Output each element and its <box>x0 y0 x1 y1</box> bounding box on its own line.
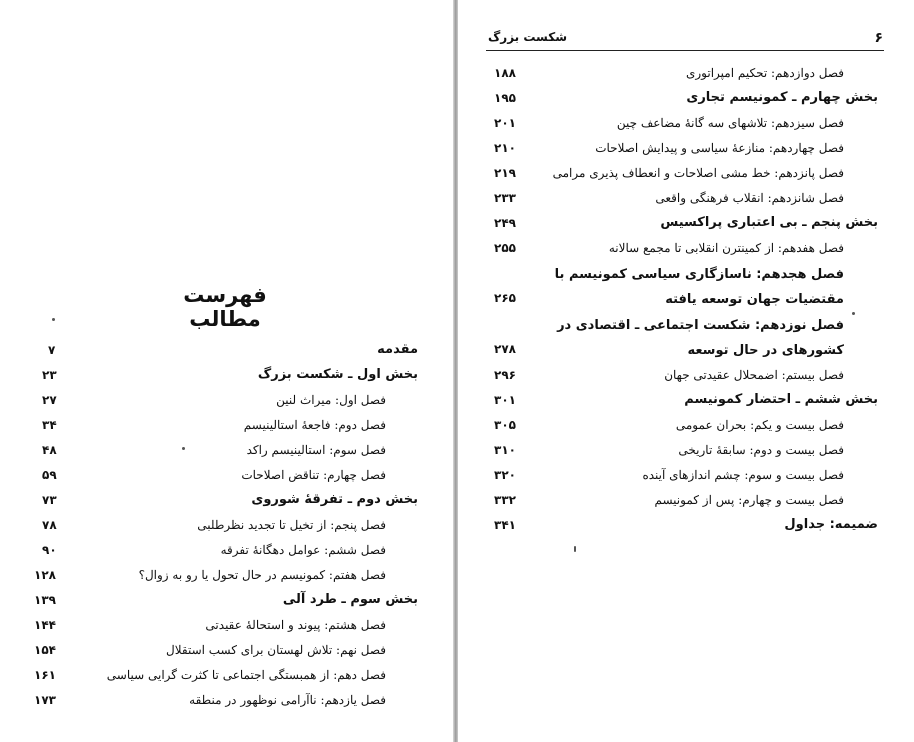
entry-page: ۲۶۵ <box>494 291 516 305</box>
entry-page: ۱۲۸ <box>34 568 56 582</box>
toc-entry <box>494 490 844 512</box>
scan-speck <box>182 447 185 450</box>
scan-speck <box>852 312 855 315</box>
toc-entry <box>42 415 386 437</box>
entry-text: فصل دهم: از همبستگی اجتماعی تا کثرت گرایی سیاسی <box>106 668 386 682</box>
toc-entry <box>42 390 386 412</box>
entry-page: ۲۱۹ <box>494 166 516 180</box>
toc-entry <box>494 365 844 387</box>
entry-text: فصل چهارم: تناقض اصلاحات <box>241 468 386 482</box>
entry-text: بخش اول ـ شکست بزرگ <box>257 367 418 382</box>
entry-page: ۲۹۶ <box>494 368 516 382</box>
toc-entry <box>34 690 386 712</box>
entry-text: فصل سوم: استالینیسم راکد <box>246 443 386 457</box>
toc-entry <box>34 640 386 662</box>
entry-page: ۲۰۱ <box>494 116 516 130</box>
entry-text: فصل ششم: عوامل دهگانهٔ تفرقه <box>220 543 386 557</box>
toc-entry <box>34 615 386 637</box>
toc-entry <box>494 213 878 235</box>
entry-text: فصل بیست و چهارم: پس از کمونیسم <box>654 493 844 507</box>
entry-page: ۴۸ <box>42 443 57 457</box>
toc-entry <box>494 138 844 160</box>
entry-page: ۳۱۰ <box>494 443 516 457</box>
entry-text: فصل اول: میراث لنین <box>276 393 386 407</box>
entry-page: ۳۰۵ <box>494 418 516 432</box>
entry-text: فصل هشتم: پیوند و استحالهٔ عقیدتی <box>205 618 386 632</box>
toc-entry <box>42 465 386 487</box>
entry-page: ۷۳ <box>42 493 57 507</box>
toc-entry <box>34 590 418 612</box>
entry-text: فصل نوزدهم: شکست اجتماعی ـ اقتصادی در کشورهای در حال توسعه <box>557 318 844 358</box>
toc-entry <box>42 440 386 462</box>
entry-text: فصل سیزدهم: تلاشهای سه گانهٔ مضاعف چین <box>616 116 844 130</box>
entry-text: فصل بیست و یکم: بحران عمومی <box>675 418 844 432</box>
toc-entry <box>494 63 844 85</box>
toc-entry <box>494 465 844 487</box>
entry-text: فصل هفدهم: از کمینترن انقلابی تا مجمع سالانه <box>608 241 844 255</box>
scan-speck <box>52 318 55 321</box>
toc-entry <box>42 365 418 387</box>
entry-page: ۱۹۵ <box>494 91 516 105</box>
entry-text: فصل دوم: فاجعهٔ استالینیسم <box>243 418 386 432</box>
entry-text: بخش چهارم ـ کمونیسم تجاری <box>686 90 878 105</box>
entry-text: فصل بیست و دوم: سابقهٔ تاریخی <box>678 443 844 457</box>
entry-text: بخش دوم ـ تفرقهٔ شوروی <box>251 492 418 507</box>
toc-entry <box>494 238 844 260</box>
toc-entry <box>494 262 844 312</box>
entry-text: بخش ششم ـ احتضار کمونیسم <box>684 392 878 407</box>
entry-page: ۱۳۹ <box>34 593 56 607</box>
toc-entry <box>494 440 844 462</box>
entry-page: ۹۰ <box>42 543 57 557</box>
entry-text: فصل هفتم: کمونیسم در حال تحول یا رو به زوال؟ <box>138 568 386 582</box>
toc-entry <box>494 415 844 437</box>
toc-entry <box>42 490 418 512</box>
toc-entry <box>494 515 878 537</box>
entry-text: فصل پنجم: از تخیل تا تجدید نظرطلبی <box>197 518 386 532</box>
toc-entry <box>494 88 878 110</box>
toc-entry <box>494 390 878 412</box>
header-rule <box>486 50 884 51</box>
entry-page: ۱۷۳ <box>34 693 56 707</box>
entry-page: ۲۴۹ <box>494 216 516 230</box>
entry-page: ۲۷ <box>42 393 57 407</box>
entry-page: ۲۵۵ <box>494 241 516 255</box>
scan-speck <box>574 546 576 552</box>
toc-entry <box>34 665 386 687</box>
entry-text: فصل بیست و سوم: چشم اندازهای آینده <box>642 468 844 482</box>
running-header <box>488 30 883 48</box>
toc-entry <box>494 163 844 185</box>
toc-entry <box>42 515 386 537</box>
entry-page: ۱۴۴ <box>34 618 56 632</box>
entry-text: بخش سوم ـ طرد آلی <box>282 592 418 607</box>
left-page <box>0 0 455 742</box>
toc-entry <box>494 313 844 363</box>
entry-page: ۷۸ <box>42 518 57 532</box>
entry-page: ۲۷۸ <box>494 342 516 356</box>
entry-text: فصل چهاردهم: منازعهٔ سیاسی و پیدایش اصلاحات <box>595 141 844 155</box>
entry-text: فصل نهم: تلاش لهستان برای کسب استقلال <box>166 643 386 657</box>
entry-page: ۱۸۸ <box>494 66 516 80</box>
toc-entry <box>34 565 386 587</box>
entry-page: ۲۳۳ <box>494 191 516 205</box>
entry-text: فصل شانزدهم: انقلاب فرهنگی واقعی <box>655 191 844 205</box>
entry-text: فصل پانزدهم: خط مشی اصلاحات و انعطاف پذیری مرامی <box>552 166 844 180</box>
entry-text: فصل بیستم: اضمحلال عقیدتی جهان <box>664 368 844 382</box>
page-number: ۶ <box>874 30 883 46</box>
entry-text: بخش پنجم ـ بی اعتباری پراکسیس <box>660 215 878 230</box>
toc-entry <box>42 540 386 562</box>
entry-page: ۳۲۰ <box>494 468 516 482</box>
toc-title: فهرست مطالب <box>183 283 267 331</box>
entry-text: ضمیمه: جداول <box>784 517 878 532</box>
entry-text: فصل هجدهم: ناسازگاری سیاسی کمونیسم با مقتضیات جهان توسعه یافته <box>554 267 844 307</box>
entry-page: ۳۳۲ <box>494 493 516 507</box>
running-head-title: شکست بزرگ <box>488 30 568 44</box>
toc-entry <box>494 188 844 210</box>
right-page <box>458 0 914 742</box>
entry-page: ۳۴۱ <box>494 518 516 532</box>
entry-page: ۳۰۱ <box>494 393 516 407</box>
entry-page: ۵۹ <box>42 468 57 482</box>
entry-text: فصل دوازدهم: تحکیم امپراتوری <box>685 66 844 80</box>
entry-page: ۱۵۴ <box>34 643 56 657</box>
toc-entry <box>494 113 844 135</box>
entry-page: ۱۶۱ <box>34 668 56 682</box>
entry-page: ۲۱۰ <box>494 141 516 155</box>
entry-page: ۷ <box>48 343 56 357</box>
entry-text: فصل یازدهم: ناآرامی نوظهور در منطقه <box>189 693 386 707</box>
toc-entry <box>48 340 418 362</box>
entry-page: ۲۳ <box>42 368 57 382</box>
entry-text: مقدمه <box>377 342 418 357</box>
entry-page: ۳۴ <box>42 418 57 432</box>
